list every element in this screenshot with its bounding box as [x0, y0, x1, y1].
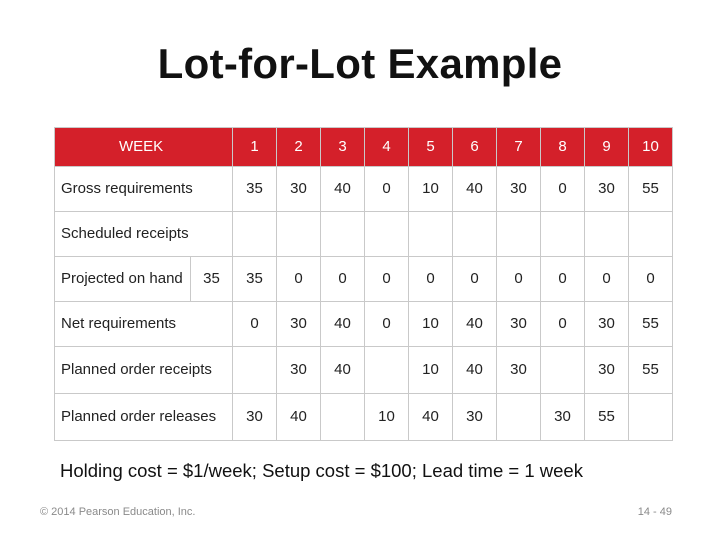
- table-cell: 40: [277, 394, 321, 441]
- table-cell: [365, 347, 409, 394]
- table-cell: 30: [277, 302, 321, 347]
- table-cell: 0: [365, 167, 409, 212]
- projected-on-hand-row: [55, 257, 673, 302]
- week-header-row: [55, 128, 673, 167]
- table-cell: [453, 212, 497, 257]
- table-cell: [497, 394, 541, 441]
- week-cell: 8: [541, 128, 585, 167]
- table-cell: 0: [629, 257, 673, 302]
- copyright-footer: © 2014 Pearson Education, Inc.: [40, 506, 196, 518]
- mrp-table: [54, 127, 673, 441]
- table-cell: 30: [277, 347, 321, 394]
- table-cell: 0: [453, 257, 497, 302]
- table-cell: 0: [541, 167, 585, 212]
- initial-on-hand-cell: 35: [191, 257, 233, 302]
- week-cell: 9: [585, 128, 629, 167]
- row-label: Gross requirements: [55, 167, 233, 212]
- week-cell: 10: [629, 128, 673, 167]
- scheduled-receipts-row: [55, 212, 673, 257]
- week-cell: 1: [233, 128, 277, 167]
- table-cell: 30: [541, 394, 585, 441]
- table-cell: 0: [365, 257, 409, 302]
- net-requirements-row: [55, 302, 673, 347]
- table-cell: 10: [409, 167, 453, 212]
- page-number: 14 - 49: [637, 506, 672, 518]
- row-label: Planned order releases: [55, 394, 233, 441]
- table-cell: [277, 212, 321, 257]
- table-cell: 35: [233, 167, 277, 212]
- table-cell: 0: [585, 257, 629, 302]
- table-cell: [541, 347, 585, 394]
- gross-requirements-row: [55, 167, 673, 212]
- week-cell: 7: [497, 128, 541, 167]
- row-label: Scheduled receipts: [55, 212, 233, 257]
- slide-title: Lot-for-Lot Example: [157, 40, 563, 87]
- table-cell: 0: [541, 257, 585, 302]
- week-cell: 6: [453, 128, 497, 167]
- table-cell: [629, 212, 673, 257]
- table-cell: [541, 212, 585, 257]
- table-cell: 40: [321, 167, 365, 212]
- table-cell: 10: [409, 347, 453, 394]
- table-cell: [585, 212, 629, 257]
- planned-order-releases-row: [55, 394, 673, 441]
- week-cell: 4: [365, 128, 409, 167]
- table-cell: 30: [497, 302, 541, 347]
- table-cell: 40: [321, 302, 365, 347]
- table-cell: 0: [497, 257, 541, 302]
- table-cell: 40: [453, 302, 497, 347]
- table-cell: 0: [277, 257, 321, 302]
- table-cell: 35: [233, 257, 277, 302]
- row-label: Net requirements: [55, 302, 233, 347]
- planned-order-receipts-row: [55, 347, 673, 394]
- cost-note: Holding cost = $1/week; Setup cost = $100; Lead time = 1 week: [60, 460, 583, 481]
- table-cell: [321, 212, 365, 257]
- table-cell: 55: [629, 167, 673, 212]
- week-cell: 2: [277, 128, 321, 167]
- table-cell: [321, 394, 365, 441]
- table-cell: 0: [365, 302, 409, 347]
- table-cell: 0: [321, 257, 365, 302]
- table-cell: [365, 212, 409, 257]
- table-cell: 10: [365, 394, 409, 441]
- table-cell: 55: [629, 347, 673, 394]
- row-label: Planned order receipts: [55, 347, 233, 394]
- table-cell: 0: [409, 257, 453, 302]
- table-cell: 30: [585, 167, 629, 212]
- table-cell: 40: [453, 347, 497, 394]
- table-cell: 0: [541, 302, 585, 347]
- table-cell: 10: [409, 302, 453, 347]
- table-cell: 30: [497, 167, 541, 212]
- table-cell: [233, 212, 277, 257]
- table-cell: 0: [233, 302, 277, 347]
- table-cell: 40: [453, 167, 497, 212]
- table-cell: 30: [453, 394, 497, 441]
- table-cell: 55: [629, 302, 673, 347]
- table-cell: 30: [497, 347, 541, 394]
- table-cell: 30: [233, 394, 277, 441]
- table-cell: 40: [409, 394, 453, 441]
- week-cell: 3: [321, 128, 365, 167]
- table-cell: 30: [585, 347, 629, 394]
- table-cell: [497, 212, 541, 257]
- week-header-label: WEEK: [55, 128, 233, 167]
- row-label: Projected on hand: [55, 257, 191, 302]
- week-cell: 5: [409, 128, 453, 167]
- table-cell: 30: [585, 302, 629, 347]
- table-cell: [409, 212, 453, 257]
- table-cell: 30: [277, 167, 321, 212]
- table-cell: [233, 347, 277, 394]
- table-cell: [629, 394, 673, 441]
- table-cell: 40: [321, 347, 365, 394]
- table-cell: 55: [585, 394, 629, 441]
